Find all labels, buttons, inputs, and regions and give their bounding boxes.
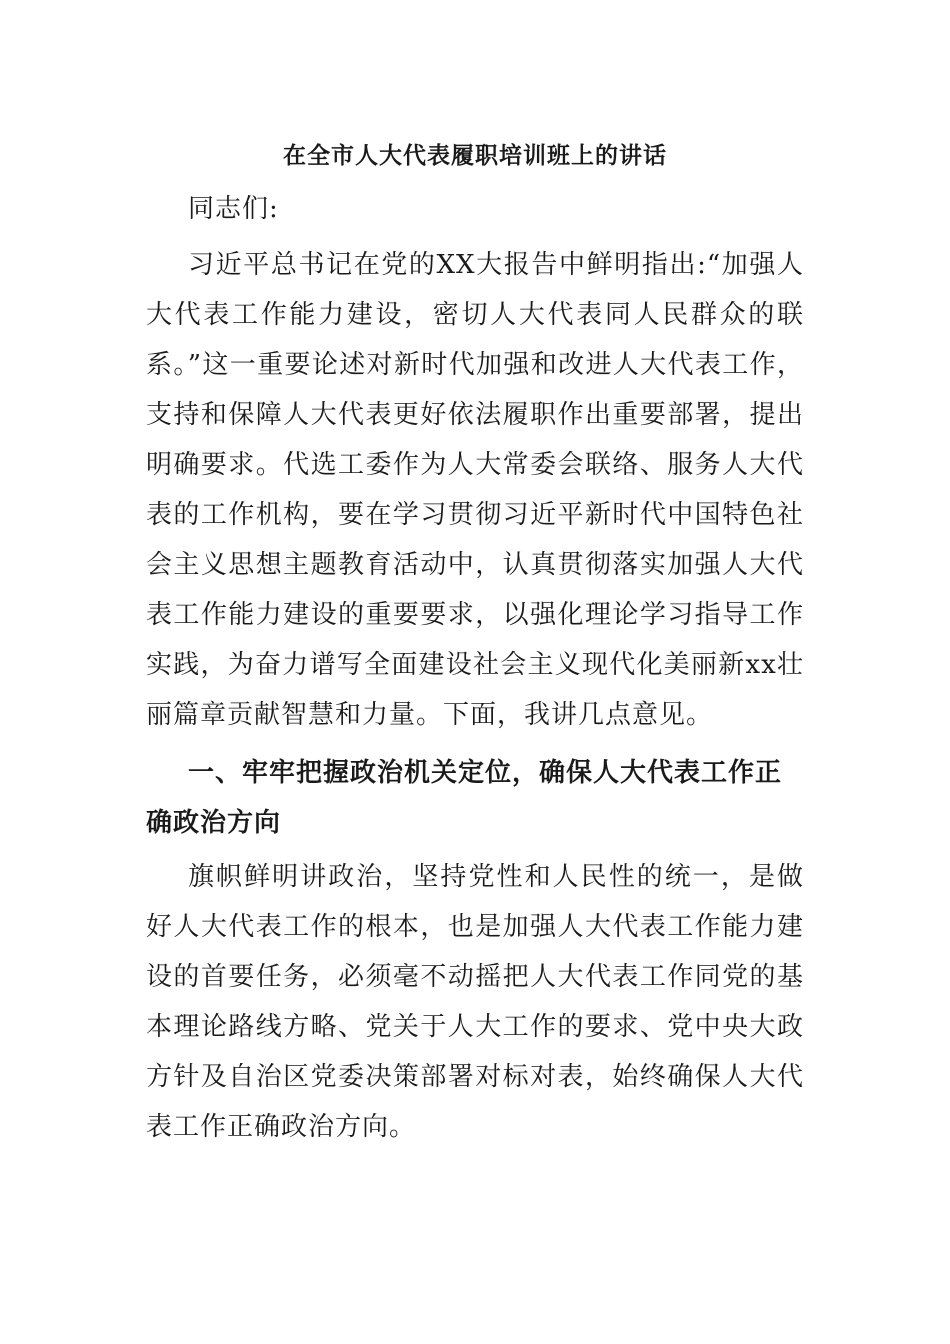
section-1-heading: 一、牢牢把握政治机关定位，确保人大代表工作正确政治方向 xyxy=(146,758,783,838)
section-1-paragraph: 旗帜鲜明讲政治，坚持党性和人民性的统一，是做好人大代表工作的根本，也是加强人大代表工作能力建设的首要任务，必须毫不动摇把人大代表工作同党的基本理论路线方略、党关于人大工作的要求、党中央大政方针及自治区党委决策部署对标对表，始终确保人大代表工作正确政治方向。 xyxy=(146,862,804,1142)
document-body xyxy=(146,128,804,1152)
intro-paragraph: 习近平总书记在党的XX大报告中鲜明指出:“加强人大代表工作能力建设，密切人大代表同人民群众的联系。”这一重要论述对新时代加强和改进人大代表工作，支持和保障人大代表更好依法履职作出重要部署，提出明确要求。代选工委作为人大常委会联络、服务人大代表的工作机构，要在学习贯彻习近平新时代中国特色社会主义思想主题教育活动中，认真贯彻落实加强人大代表工作能力建设的重要要求，以强化理论学习指导工作实践，为奋力谱写全面建设社会主义现代化美丽新xx壮丽篇章贡献智慧和力量。下面，我讲几点意见。 xyxy=(146,250,804,730)
document-title: 在全市人大代表履职培训班上的讲话 xyxy=(283,142,667,169)
salutation: 同志们: xyxy=(188,194,279,224)
